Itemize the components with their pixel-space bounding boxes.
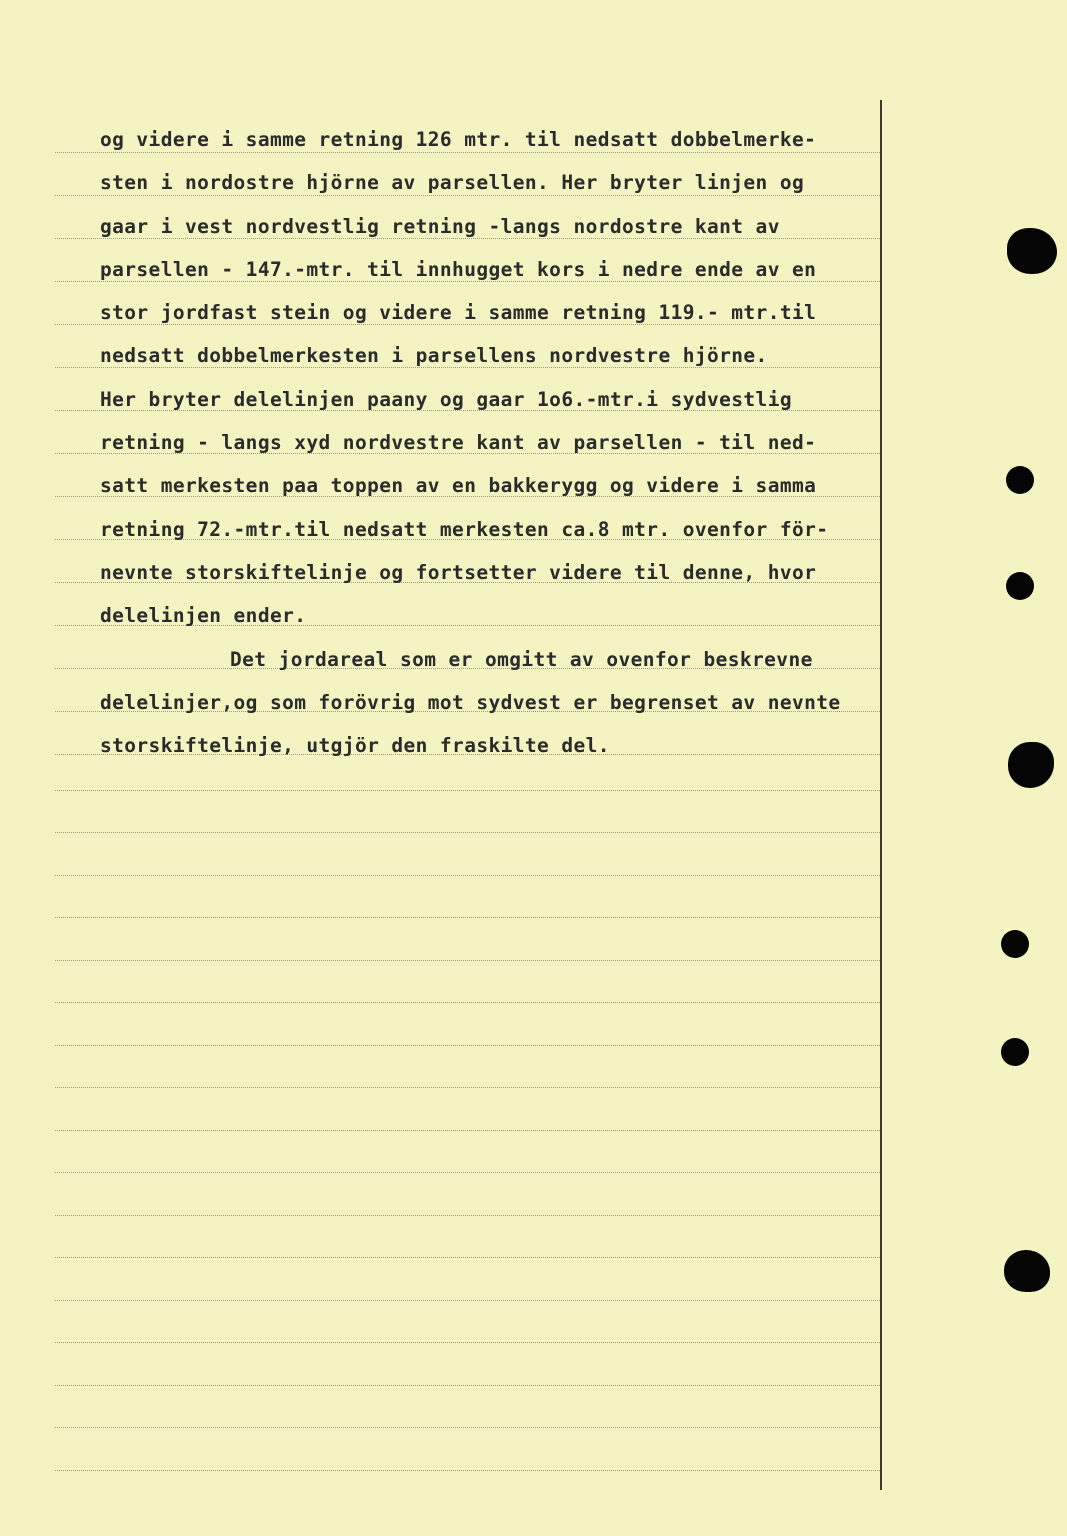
ruled-line <box>55 790 880 791</box>
ruled-line <box>55 1300 880 1301</box>
ruled-line <box>55 960 880 961</box>
binder-hole-icon <box>1007 228 1057 274</box>
text-line: retning - langs xyd nordvestre kant av parsellen - til ned- <box>100 431 817 455</box>
text-line: nedsatt dobbelmerkesten i parsellens nordvestre hjörne. <box>100 344 768 368</box>
text-line: delelinjen ender. <box>100 604 307 628</box>
text-line: Det jordareal som er omgitt av ovenfor beskrevne <box>230 647 813 671</box>
ruled-line <box>55 1087 880 1088</box>
binder-hole-icon <box>1008 742 1054 788</box>
text-line: satt merkesten paa toppen av en bakkerygg og videre i samma <box>100 474 817 498</box>
text-line: gaar i vest nordvestlig retning -langs nordostre kant av <box>100 214 780 238</box>
ruled-line <box>55 1172 880 1173</box>
text-line: parsellen - 147.-mtr. til innhugget kors i nedre ende av en <box>100 257 817 281</box>
text-line: retning 72.-mtr.til nedsatt merkesten ca.8 mtr. ovenfor för- <box>100 517 829 541</box>
ruled-line <box>55 1045 880 1046</box>
ruled-line <box>55 1215 880 1216</box>
typed-text-body <box>100 118 890 767</box>
binder-hole-icon <box>1006 572 1034 600</box>
ruled-line <box>55 1470 880 1471</box>
ruled-line <box>55 1130 880 1131</box>
ruled-line <box>55 1002 880 1003</box>
text-line: sten i nordostre hjörne av parsellen. Her bryter linjen og <box>100 171 805 195</box>
binder-hole-icon <box>1006 466 1034 494</box>
text-line: storskiftelinje, utgjör den fraskilte del. <box>100 734 610 758</box>
ruled-line <box>55 1257 880 1258</box>
ruled-line <box>55 917 880 918</box>
binder-hole-icon <box>1001 930 1029 958</box>
binder-hole-icon <box>1004 1250 1050 1292</box>
ruled-line <box>55 875 880 876</box>
ruled-line <box>55 1427 880 1428</box>
text-line: Her bryter delelinjen paany og gaar 1o6.-mtr.i sydvestlig <box>100 387 792 411</box>
binder-hole-icon <box>1001 1038 1029 1066</box>
text-line: delelinjer,og som forövrig mot sydvest er begrenset av nevnte <box>100 690 841 714</box>
text-line: nevnte storskiftelinje og fortsetter videre til denne, hvor <box>100 560 817 584</box>
text-line: og videre i samme retning 126 mtr. til nedsatt dobbelmerke- <box>100 128 817 151</box>
ruled-line <box>55 832 880 833</box>
ruled-line <box>55 1342 880 1343</box>
ruled-line <box>55 1385 880 1386</box>
text-line: stor jordfast stein og videre i samme retning 119.- mtr.til <box>100 301 817 325</box>
